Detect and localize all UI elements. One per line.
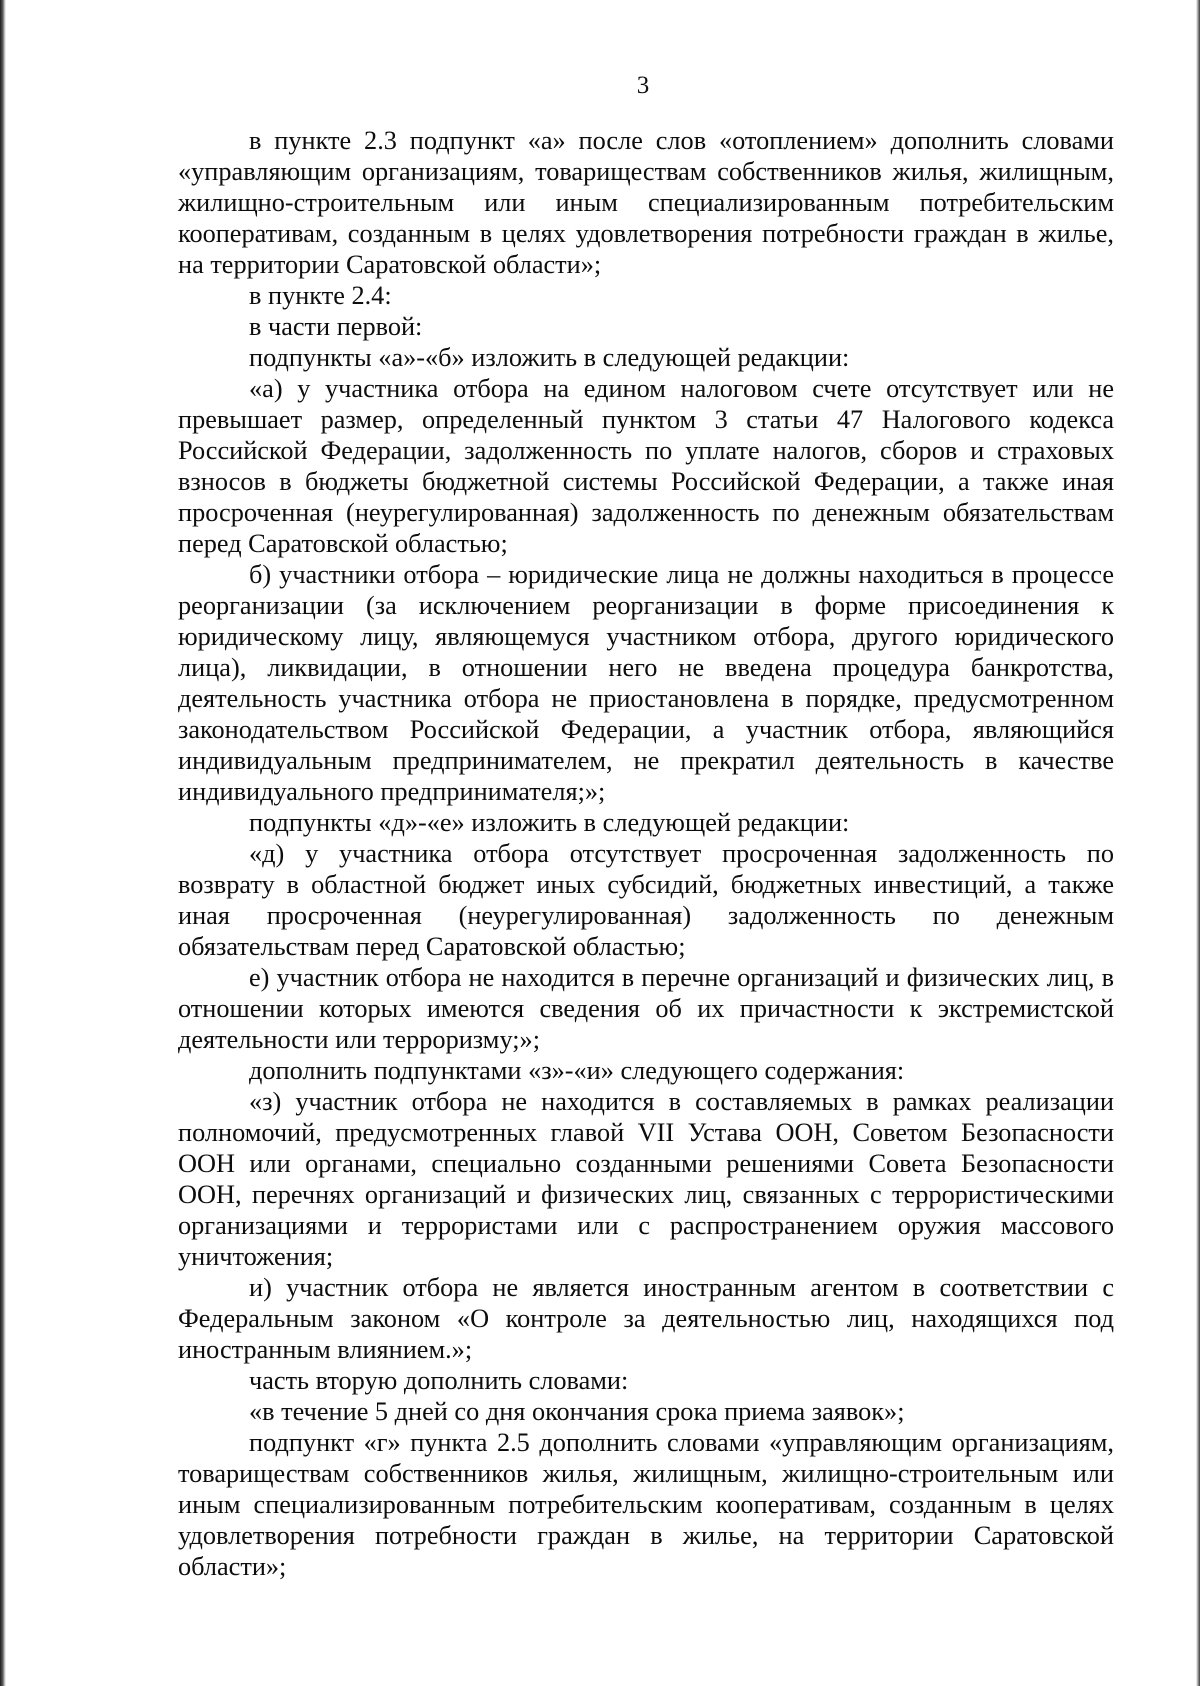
- paragraph-2-5-amendment: подпункт «г» пункта 2.5 дополнить словами «управляющим организациям, товариществам собственников жилья, жилищным, жилищно-строительным или иным специализированным потребительским кооперативам, созданным в целях удовлетворения потребности граждан в жилье, на территории Саратовской области»;: [178, 1428, 1114, 1581]
- paragraph-subitem-b: б) участники отбора – юридические лица не должны находиться в процессе реорганизации (за исключением реорганизации в форме присоединения к юридическому лицу, являющемуся участником отбора, другого юридического лица), ликвидации, в отношении него не введена процедура банкротства, деятельность участника отбора не приостановлена в порядке, предусмотренном законодательством Российской Федерации, а участник отбора, являющийся индивидуальным предпринимателем, не прекратил деятельность в качестве индивидуального предпринимателя;»;: [178, 560, 1114, 806]
- paragraph-part-two: часть вторую дополнить словами:: [249, 1366, 629, 1395]
- page-number: 3: [636, 72, 650, 99]
- paragraph-subitem-d: «д) у участника отбора отсутствует просроченная задолженность по возврату в областной бюджет иных субсидий, бюджетных инвестиций, а также иная просроченная (неурегулированная) задолженность по денежным обязательствам перед Саратовской областью;: [178, 839, 1114, 961]
- paragraph-subitem-i: и) участник отбора не является иностранным агентом в соответствии с Федеральным законом «О контроле за деятельностью лиц, находящихся под иностранным влиянием.»;: [178, 1273, 1114, 1364]
- scan-edge-left: [0, 0, 6, 1686]
- paragraph-2-4-heading: в пункте 2.4:: [249, 281, 392, 310]
- paragraph-add-subitems-z-i: дополнить подпунктами «з»-«и» следующего содержания:: [249, 1056, 905, 1085]
- paragraph-part-one: в части первой:: [249, 312, 423, 341]
- scan-edge-right: [1196, 0, 1200, 1686]
- paragraph-subitem-a: «а) у участника отбора на едином налоговом счете отсутствует или не превышает размер, определенный пунктом 3 статьи 47 Налогового кодекса Российской Федерации, задолженность по уплате налогов, сборов и страховых взносов в бюджеты бюджетной системы Российской Федерации, а также иная просроченная (неурегулированная) задолженность по денежным обязательствам перед Саратовской областью;: [178, 374, 1114, 558]
- paragraph-subitem-e: е) участник отбора не находится в перечне организаций и физических лиц, в отношении которых имеются сведения об их причастности к экстремистской деятельности или терроризму;»;: [178, 963, 1114, 1054]
- paragraph-subitem-z: «з) участник отбора не находится в составляемых в рамках реализации полномочий, предусмотренных главой VII Устава ООН, Советом Безопасности ООН или органами, специально созданными решениями Совета Безопасности ООН, перечнях организаций и физических лиц, связанных с террористическими организациями и террористами или с распространением оружия массового уничтожения;: [178, 1087, 1114, 1271]
- document-body: [178, 125, 1114, 1582]
- paragraph-within-5-days: «в течение 5 дней со дня окончания срока приема заявок»;: [249, 1397, 905, 1426]
- paragraph-subitems-a-b: подпункты «а»-«б» изложить в следующей редакции:: [249, 343, 850, 372]
- paragraph-subitems-d-e: подпункты «д»-«е» изложить в следующей редакции:: [249, 808, 850, 837]
- paragraph-2-3-amendment: в пункте 2.3 подпункт «а» после слов «отоплением» дополнить словами «управляющим организациям, товариществам собственников жилья, жилищным, жилищно-строительным или иным специализированным потребительским кооперативам, созданным в целях удовлетворения потребности граждан в жилье, на территории Саратовской области»;: [178, 126, 1114, 279]
